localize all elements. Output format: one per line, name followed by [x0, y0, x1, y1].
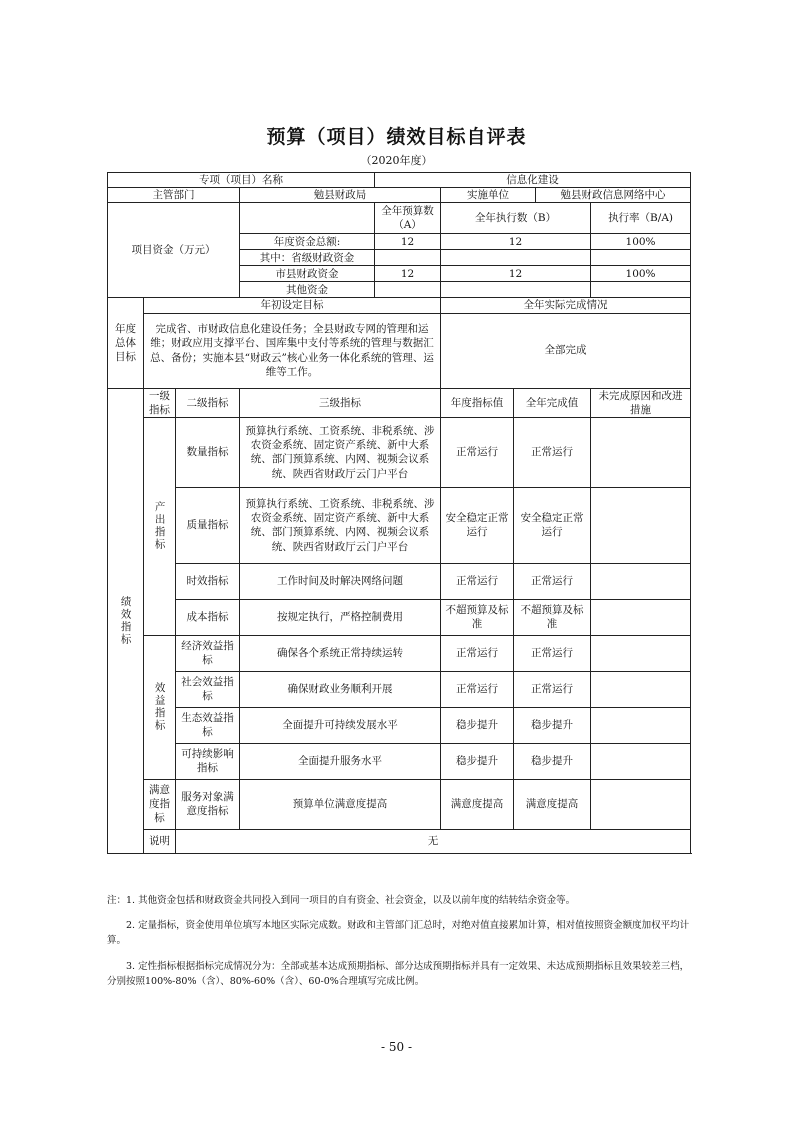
indicator-annual-value: 正常运行: [441, 671, 514, 707]
indicator-level2: 时效指标: [176, 563, 240, 599]
indicator-reason: [591, 599, 691, 635]
indicator-level3: 预算执行系统、工资系统、非税系统、涉农资金系统、固定资产系统、新中大系统、部门预算系统、内网、视频会议系统、陕西省财政厅云门户平台: [240, 417, 441, 487]
evaluation-table: [107, 172, 691, 854]
annual-col-target: 年初设定目标: [144, 298, 441, 313]
header-level2: 二级指标: [176, 388, 240, 417]
indicator-level3: 全面提升服务水平: [240, 743, 441, 779]
indicator-level3: 按规定执行，严格控制费用: [240, 599, 441, 635]
funds-row-budget: 12: [375, 234, 441, 250]
indicator-completed: 正常运行: [514, 563, 591, 599]
indicator-completed: 正常运行: [514, 635, 591, 671]
funds-row-rate: [591, 282, 691, 298]
indicator-completed: 正常运行: [514, 671, 591, 707]
indicator-level3: 确保各个系统正常持续运转: [240, 635, 441, 671]
indicator-level3: 预算执行系统、工资系统、非税系统、涉农资金系统、固定资产系统、新中大系统、部门预算系统、内网、视频会议系统、陕西省财政厅云门户平台: [240, 487, 441, 563]
indicator-reason: [591, 563, 691, 599]
funds-row-label: 年度资金总额:: [240, 234, 375, 250]
funds-row-budget: [375, 282, 441, 298]
indicator-reason: [591, 487, 691, 563]
indicator-level2: 可持续影响指标: [176, 743, 240, 779]
indicator-reason: [591, 417, 691, 487]
indicator-annual-value: 正常运行: [441, 417, 514, 487]
header-level3: 三级指标: [240, 388, 441, 417]
dept-value: 勉县财政局: [240, 188, 441, 203]
indicator-annual-value: 稳步提升: [441, 707, 514, 743]
indicator-level2: 数量指标: [176, 417, 240, 487]
funds-row-rate: 100%: [591, 266, 691, 282]
funds-row-budget: 12: [375, 266, 441, 282]
note-item: 注：1. 其他资金包括和财政资金共同投入到同一项目的自有资金、社会资金，以及以前年度的结转结余资金等。: [107, 895, 576, 906]
funds-row-rate: [591, 250, 691, 266]
annual-col-actual: 全年实际完成情况: [441, 298, 691, 313]
header-annual-value: 年度指标值: [441, 388, 514, 417]
unit-label: 实施单位: [441, 188, 536, 203]
indicator-level2: 质量指标: [176, 487, 240, 563]
annual-actual-text: 全部完成: [441, 313, 691, 388]
page-title: 预算（项目）绩效目标自评表: [266, 126, 527, 148]
indicator-annual-value: 满意度提高: [441, 779, 514, 829]
annual-target-text: 完成省、市财政信息化建设任务；全县财政专网的管理和运维；财政应用支撑平台、国库集中支付等系统的管理与数据汇总、备份；实施本县“财政云”核心业务一体化系统的管理、运维等工作。: [144, 313, 441, 388]
indicator-annual-value: 稳步提升: [441, 743, 514, 779]
indicator-completed: 稳步提升: [514, 743, 591, 779]
funds-blank-header: [240, 203, 375, 234]
funds-row-label: 市县财政资金: [240, 266, 375, 282]
indicator-reason: [591, 707, 691, 743]
table-notes: [107, 893, 690, 999]
indicator-completed: 安全稳定正常运行: [514, 487, 591, 563]
indicator-reason: [591, 779, 691, 829]
funds-label: 项目资金（万元）: [108, 203, 240, 298]
funds-row-rate: 100%: [591, 234, 691, 250]
note-item: 3. 定性指标根据指标完成情况分为：全部或基本达成预期指标、部分达成预期指标并具有一定效果、未达成预期指标且效果较差三档，分别按照100%-80%（含）、80%-60%（含）、60-0%合理填写完成比例。: [107, 960, 690, 987]
indicator-annual-value: 正常运行: [441, 635, 514, 671]
page-number: - 50 -: [380, 1040, 412, 1054]
dept-label: 主管部门: [108, 188, 240, 203]
indicator-annual-value: 安全稳定正常运行: [441, 487, 514, 563]
page-subtitle: （2020年度）: [360, 154, 433, 167]
explain-value: 无: [176, 829, 691, 853]
funds-row-exec: 12: [441, 266, 591, 282]
indicator-level3: 全面提升可持续发展水平: [240, 707, 441, 743]
indicator-level3: 工作时间及时解决网络问题: [240, 563, 441, 599]
output-indicators-label: 产出指标: [144, 417, 176, 635]
indicator-completed: 满意度提高: [514, 779, 591, 829]
funds-row-exec: 12: [441, 234, 591, 250]
satisfaction-indicators-label: 满意度指标: [144, 779, 176, 829]
funds-col-rate: 执行率（B/A): [591, 203, 691, 234]
unit-value: 勉县财政信息网络中心: [536, 188, 691, 203]
indicator-completed: 稳步提升: [514, 707, 591, 743]
indicator-level2: 生态效益指标: [176, 707, 240, 743]
header-reason: 未完成原因和改进措施: [591, 388, 691, 417]
funds-row-label: 其中：省级财政资金: [240, 250, 375, 266]
project-name-label: 专项（项目）名称: [108, 173, 375, 188]
benefit-indicators-label: 效益指标: [144, 635, 176, 779]
funds-col-budget: 全年预算数（A）: [375, 203, 441, 234]
indicator-annual-value: 正常运行: [441, 563, 514, 599]
header-completed: 全年完成值: [514, 388, 591, 417]
indicator-completed: 正常运行: [514, 417, 591, 487]
indicator-level2: 服务对象满意度指标: [176, 779, 240, 829]
indicators-label: 绩效指标: [108, 388, 144, 853]
funds-row-exec: [441, 250, 591, 266]
explain-label: 说明: [144, 829, 176, 853]
indicator-reason: [591, 671, 691, 707]
funds-row-exec: [441, 282, 591, 298]
indicator-reason: [591, 743, 691, 779]
funds-row-label: 其他资金: [240, 282, 375, 298]
header-level1: 一级指标: [144, 388, 176, 417]
project-name-value: 信息化建设: [375, 173, 691, 188]
indicator-level2: 经济效益指标: [176, 635, 240, 671]
indicator-level3: 确保财政业务顺利开展: [240, 671, 441, 707]
funds-col-exec: 全年执行数（B）: [441, 203, 591, 234]
indicator-level2: 社会效益指标: [176, 671, 240, 707]
annual-target-label: 年度总体目标: [108, 298, 144, 388]
indicator-completed: 不超预算及标准: [514, 599, 591, 635]
indicator-level2: 成本指标: [176, 599, 240, 635]
note-item: 2. 定量指标，资金使用单位填写本地区实际完成数。财政和主管部门汇总时，对绝对值直接累加计算，相对值按照资金额度加权平均计算。: [107, 920, 690, 947]
indicator-level3: 预算单位满意度提高: [240, 779, 441, 829]
indicator-reason: [591, 635, 691, 671]
indicator-annual-value: 不超预算及标准: [441, 599, 514, 635]
funds-row-budget: [375, 250, 441, 266]
